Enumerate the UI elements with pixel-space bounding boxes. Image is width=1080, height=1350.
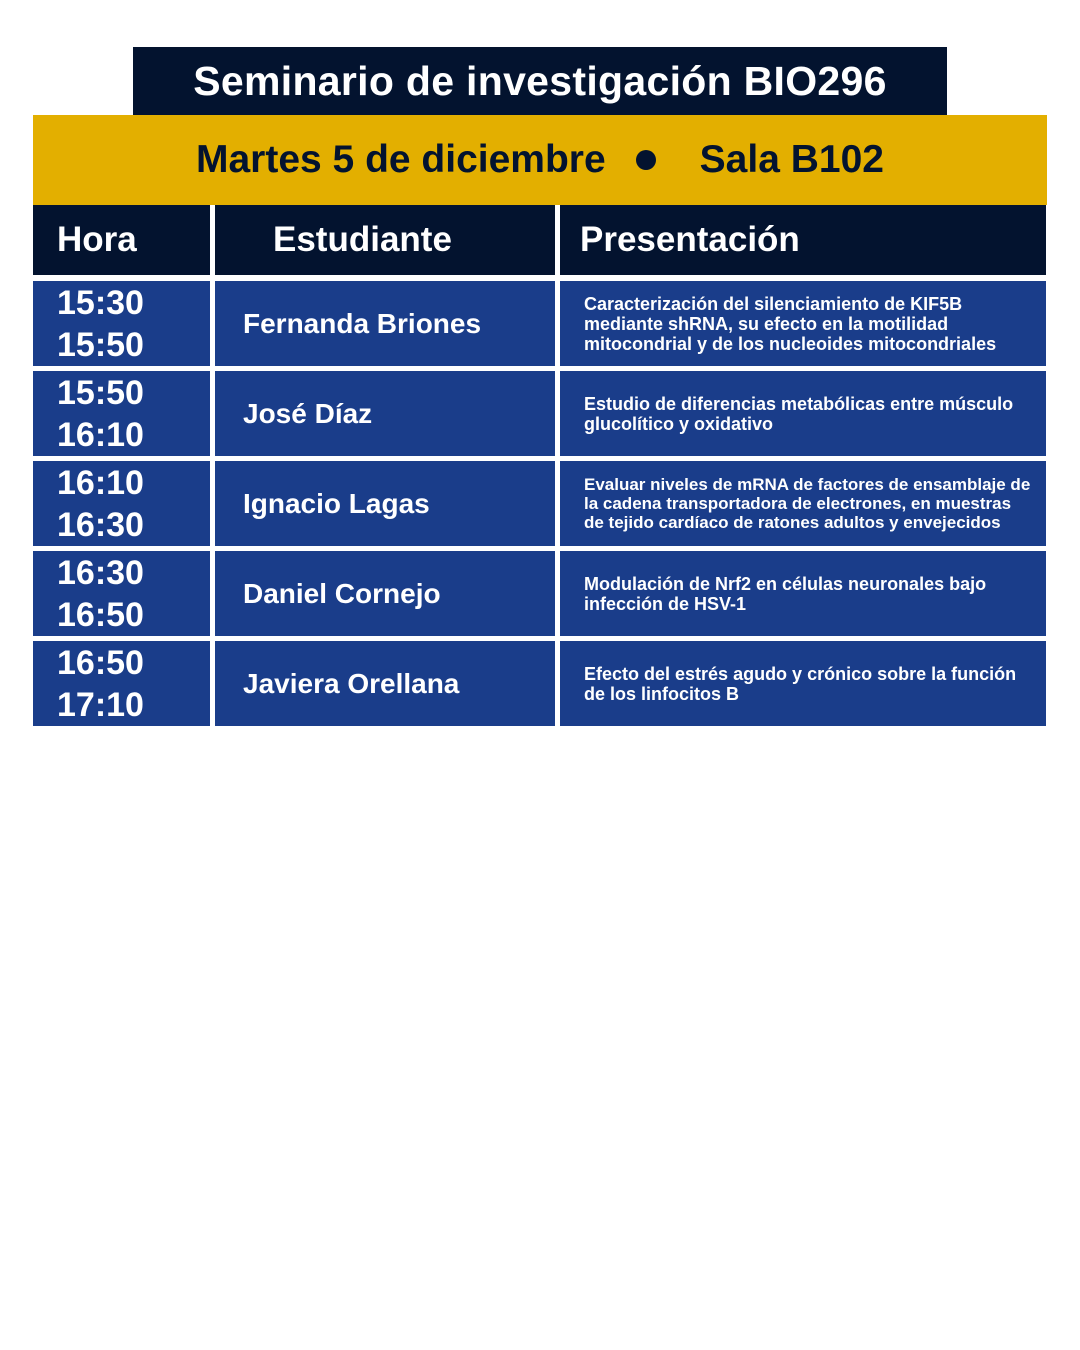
header-hora: Hora — [33, 205, 210, 275]
bullet-separator — [636, 150, 656, 170]
presentation-title: Modulación de Nrf2 en células neuronales bajo infección de HSV-1 — [560, 551, 1046, 636]
start-time: 16:50 — [57, 643, 144, 682]
time-cell — [33, 371, 210, 456]
time-cell — [33, 551, 210, 636]
student-name: Ignacio Lagas — [215, 461, 555, 546]
time-cell — [33, 461, 210, 546]
end-time: 17:10 — [57, 685, 144, 724]
schedule-table — [33, 205, 1047, 731]
time-cell — [33, 641, 210, 726]
event-date: Martes 5 de diciembre — [196, 138, 606, 181]
header-estudiante: Estudiante — [215, 205, 555, 275]
end-time: 16:50 — [57, 595, 144, 634]
student-name: Javiera Orellana — [215, 641, 555, 726]
start-time: 16:30 — [57, 553, 144, 592]
student-name: Daniel Cornejo — [215, 551, 555, 636]
presentation-title: Evaluar niveles de mRNA de factores de ensamblaje de la cadena transportadora de electrones, en muestras de tejido cardíaco de ratones adultos y envejecidos — [560, 461, 1046, 546]
start-time: 16:10 — [57, 463, 144, 502]
header-presentacion: Presentación — [560, 205, 1046, 275]
student-name: Fernanda Briones — [215, 281, 555, 366]
presentation-title: Efecto del estrés agudo y crónico sobre la función de los linfocitos B — [560, 641, 1046, 726]
time-cell — [33, 281, 210, 366]
date-banner — [33, 115, 1047, 205]
end-time: 16:10 — [57, 415, 144, 454]
end-time: 16:30 — [57, 505, 144, 544]
end-time: 15:50 — [57, 325, 144, 364]
presentation-title: Estudio de diferencias metabólicas entre músculo glucolítico y oxidativo — [560, 371, 1046, 456]
start-time: 15:50 — [57, 373, 144, 412]
student-name: José Díaz — [215, 371, 555, 456]
event-room: Sala B102 — [699, 138, 884, 181]
page-title: Seminario de investigación BIO296 — [133, 47, 947, 115]
presentation-title: Caracterización del silenciamiento de KIF5B mediante shRNA, su efecto en la motilidad mitocondrial y de los nucleoides mitocondriales — [560, 281, 1046, 366]
start-time: 15:30 — [57, 283, 144, 322]
